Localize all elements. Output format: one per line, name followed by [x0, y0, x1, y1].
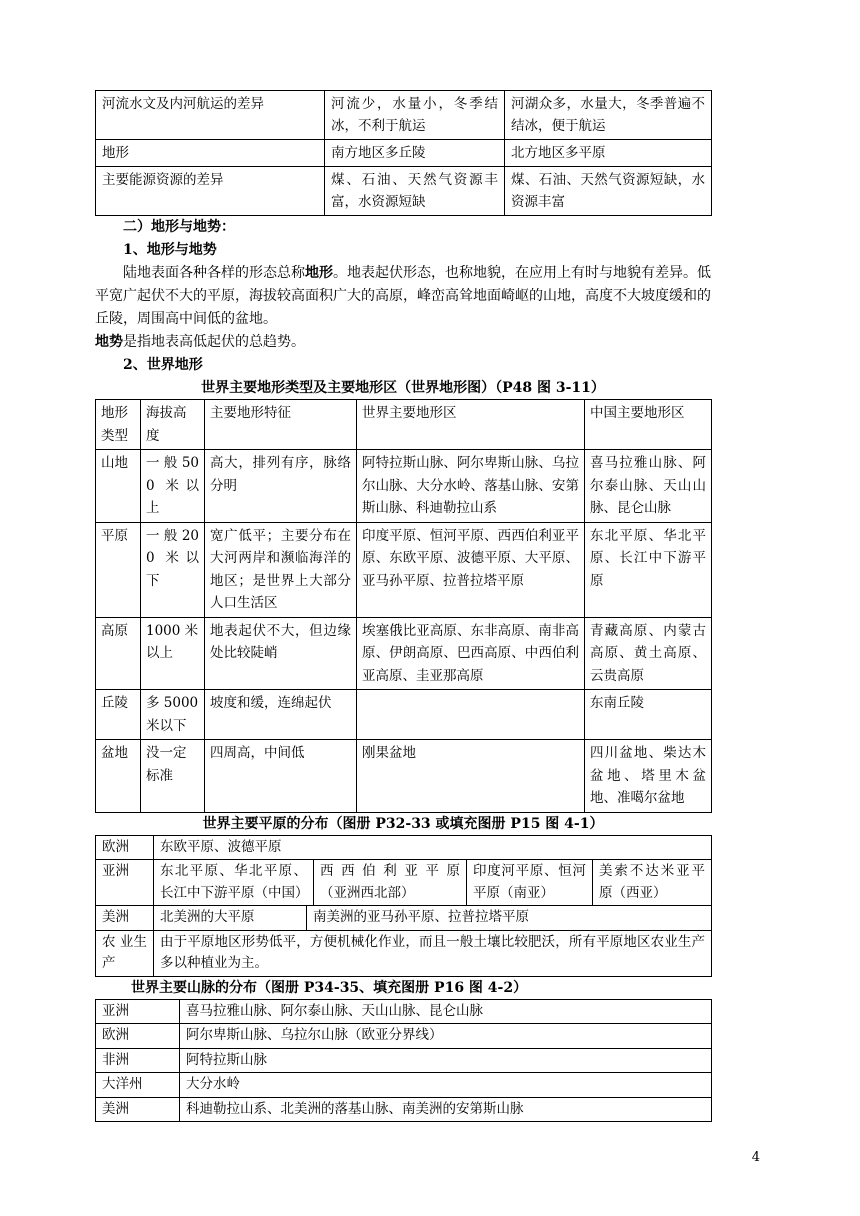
table-cell: 丘陵 — [96, 690, 141, 740]
table-cell: 阿特拉斯山脉 — [180, 1048, 712, 1073]
table-cell: 四川盆地、柴达木盆地、塔里木盆地、准噶尔盆地 — [585, 740, 712, 813]
table-cell: 没一定标准 — [141, 740, 205, 813]
table-cell: 地形 — [96, 140, 325, 167]
table-cell: 多 5000 米以下 — [141, 690, 205, 740]
table-cell: 青藏高原、内蒙古高原、黄土高原、云贵高原 — [585, 617, 712, 690]
column-header: 地形类型 — [96, 400, 141, 450]
table-cell: 主要能源资源的差异 — [96, 167, 325, 216]
table-row — [96, 740, 712, 813]
table-cell: 东北平原、华北平原、长江中下游平原 — [585, 522, 712, 617]
table-cell: 美洲 — [96, 906, 154, 931]
table-cell: 河湖众多，水量大，冬季普遍不结冰，便于航运 — [505, 91, 712, 140]
table-cell: 东南丘陵 — [585, 690, 712, 740]
table-row — [96, 1024, 712, 1049]
table-row — [96, 835, 712, 860]
table-caption: 世界主要山脉的分布（图册 P34-35、填充图册 P16 图 4-2） — [131, 979, 528, 996]
paragraph — [95, 331, 711, 354]
table-cell: 山地 — [96, 450, 141, 523]
table-caption: 世界主要地形类型及主要地形区（世界地形图）（P48 图 3-11） — [201, 380, 605, 396]
table-cell: 刚果盆地 — [357, 740, 585, 813]
table-cell: 地表起伏不大，但边缘处比较陡峭 — [205, 617, 357, 690]
table-row — [96, 690, 712, 740]
paragraph-text: 。地表起伏形态，也称地貌，在应用上有时与地貌有差异。低平宽广起伏不大的平原，海拔较高面积广大的高原，峰峦高耸地面崎岖的山地，高度不大坡度缓和的丘陵，周围高中间低的盆地。 — [95, 265, 711, 327]
table-row — [96, 1097, 712, 1122]
table-cell: 坡度和缓，连绵起伏 — [205, 690, 357, 740]
subsection-heading: 2、世界地形 — [123, 357, 203, 373]
table-cell: 大分水岭 — [180, 1073, 712, 1098]
table-cell: 北方地区多平原 — [505, 140, 712, 167]
table-cell: 印度平原、恒河平原、西西伯利亚平原、东欧平原、波德平原、大平原、亚马孙平原、拉普拉塔平原 — [357, 522, 585, 617]
table-cell — [357, 690, 585, 740]
table-row — [96, 91, 712, 140]
table-cell: 阿尔卑斯山脉、乌拉尔山脉（欧亚分界线） — [180, 1024, 712, 1049]
table-cell: 农 业生产 — [96, 930, 154, 976]
table-cell: 盆地 — [96, 740, 141, 813]
table-cell: 欧洲 — [96, 1024, 180, 1049]
term: 地形 — [305, 265, 333, 281]
table-row — [96, 522, 712, 617]
table-cell: 印度河平原、恒河平原（南亚） — [467, 860, 593, 906]
column-header: 中国主要地形区 — [585, 400, 712, 450]
subsection-heading: 1、地形与地势 — [123, 242, 217, 258]
table-row — [96, 906, 712, 931]
table-cell: 美洲 — [96, 1097, 180, 1122]
table-cell: 大洋州 — [96, 1073, 180, 1098]
table-cell: 埃塞俄比亚高原、东非高原、南非高原、伊朗高原、巴西高原、中西伯利亚高原、圭亚那高原 — [357, 617, 585, 690]
table-cell: 一 般 500 米以上 — [141, 450, 205, 523]
table-row — [96, 1048, 712, 1073]
table-row — [96, 617, 712, 690]
mountains-table — [95, 999, 712, 1123]
table-cell: 河流水文及内河航运的差异 — [96, 91, 325, 140]
term: 地势 — [95, 334, 123, 350]
plains-table — [95, 835, 712, 977]
table-row — [96, 860, 712, 906]
table-cell: 高原 — [96, 617, 141, 690]
document-page — [95, 90, 711, 1122]
table-cell: 1000 米以上 — [141, 617, 205, 690]
north-south-comparison-table — [95, 90, 712, 216]
section-heading: 二）地形与地势： — [123, 219, 235, 235]
table-cell: 一 般 200 米以下 — [141, 522, 205, 617]
table-cell: 平原 — [96, 522, 141, 617]
table-cell: 西 西 伯 利 亚 平 原（亚洲西北部） — [314, 860, 467, 906]
table-cell: 煤、石油、天然气资源短缺，水资源丰富 — [505, 167, 712, 216]
table-cell: 东北平原、华北平原、长江中下游平原（中国） — [154, 860, 314, 906]
table-cell: 东欧平原、波德平原 — [154, 835, 712, 860]
table-cell: 非洲 — [96, 1048, 180, 1073]
table-cell: 喜马拉雅山脉、阿尔泰山脉、天山山脉、昆仑山脉 — [180, 999, 712, 1024]
column-header: 主要地形特征 — [205, 400, 357, 450]
column-header: 海拔高度 — [141, 400, 205, 450]
table-caption: 世界主要平原的分布（图册 P32-33 或填充图册 P15 图 4-1） — [202, 815, 604, 832]
table-cell: 欧洲 — [96, 835, 154, 860]
table-cell: 南美洲的亚马孙平原、拉普拉塔平原 — [307, 906, 712, 931]
table-cell: 河流少，水量小，冬季结冰，不利于航运 — [325, 91, 505, 140]
paragraph — [95, 262, 711, 331]
paragraph-text: 是指地表高低起伏的总趋势。 — [123, 334, 305, 350]
paragraph-text: 陆地表面各种各样的形态总称 — [123, 265, 305, 281]
page-number: 4 — [751, 1150, 760, 1165]
table-cell: 亚洲 — [96, 860, 154, 906]
table-cell: 四周高，中间低 — [205, 740, 357, 813]
table-row — [96, 999, 712, 1024]
table-cell: 阿特拉斯山脉、阿尔卑斯山脉、乌拉尔山脉、大分水岭、落基山脉、安第斯山脉、科迪勒拉山系 — [357, 450, 585, 523]
table-cell: 科迪勒拉山系、北美洲的落基山脉、南美洲的安第斯山脉 — [180, 1097, 712, 1122]
table-cell: 高大，排列有序，脉络分明 — [205, 450, 357, 523]
table-row — [96, 1073, 712, 1098]
table-cell: 美索不达米亚平原（西亚） — [593, 860, 712, 906]
table-cell: 宽广低平；主要分布在大河两岸和濒临海洋的地区；是世界上大部分人口生活区 — [205, 522, 357, 617]
table-cell: 由于平原地区形势低平，方便机械化作业，而且一般土壤比较肥沃，所有平原地区农业生产多以种植业为主。 — [154, 930, 712, 976]
table-header-row — [96, 400, 712, 450]
table-cell: 南方地区多丘陵 — [325, 140, 505, 167]
table-cell: 亚洲 — [96, 999, 180, 1024]
table-cell: 喜马拉雅山脉、阿尔泰山脉、天山山脉、昆仑山脉 — [585, 450, 712, 523]
table-row — [96, 167, 712, 216]
table-row — [96, 450, 712, 523]
table-row — [96, 930, 712, 976]
landform-table — [95, 399, 712, 813]
table-cell: 煤、石油、天然气资源丰富，水资源短缺 — [325, 167, 505, 216]
table-row — [96, 140, 712, 167]
table-cell: 北美洲的大平原 — [154, 906, 307, 931]
column-header: 世界主要地形区 — [357, 400, 585, 450]
